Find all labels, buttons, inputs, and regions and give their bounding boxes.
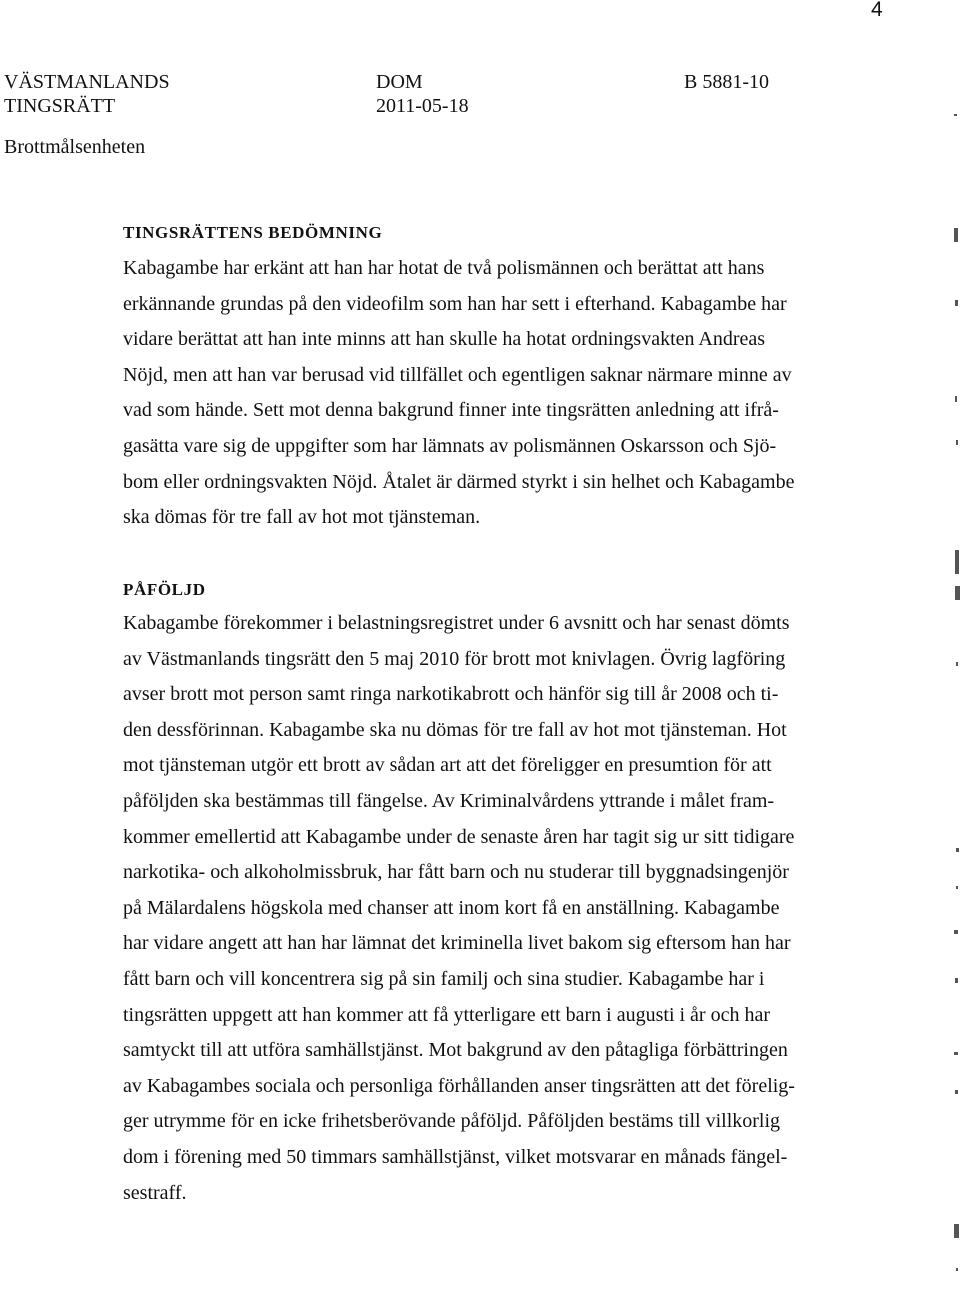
assessment-heading: TINGSRÄTTENS BEDÖMNING bbox=[123, 223, 383, 242]
paragraph-line: vidare berättat att han inte minns att han skulle ha hotat ordningsvakten Andreas bbox=[123, 328, 766, 351]
paragraph-line: kommer emellertid att Kabagambe under de senaste åren har tagit sig ur sitt tidigare bbox=[123, 825, 795, 848]
paragraph-line: erkännande grundas på den videofilm som han har sett i efterhand. Kabagambe har bbox=[123, 292, 787, 315]
paragraph-line: av Västmanlands tingsrätt den 5 maj 2010 för brott mot knivlagen. Övrig lagföring bbox=[123, 647, 786, 670]
paragraph-line: Nöjd, men att han var berusad vid tillfället och egentligen saknar närmare minne av bbox=[123, 363, 792, 386]
scan-speck bbox=[955, 300, 958, 306]
scan-speck bbox=[956, 886, 958, 889]
scan-speck bbox=[956, 440, 958, 445]
scan-speck bbox=[956, 662, 958, 666]
assessment-paragraph bbox=[123, 251, 823, 536]
scan-speck bbox=[956, 1268, 958, 1271]
paragraph-line: Kabagambe har erkänt att han har hotat de två polismännen och berättat att hans bbox=[123, 257, 765, 279]
paragraph-line: påföljden ska bestämmas till fängelse. Av Kriminalvårdens yttrande i målet fram- bbox=[123, 789, 775, 812]
sanction-heading: PÅFÖLJD bbox=[123, 580, 206, 599]
paragraph-line: samtyckt till att utföra samhällstjänst. Mot bakgrund av den påtagliga förbättringen bbox=[123, 1039, 788, 1062]
scan-speck bbox=[954, 1224, 959, 1238]
scan-speck bbox=[955, 586, 960, 600]
document-type-block bbox=[376, 70, 469, 118]
paragraph-line: på Mälardalens högskola med chanser att inom kort få en anställning. Kabagambe bbox=[123, 896, 780, 919]
paragraph-line: ger utrymme för en icke frihetsberövande påföljd. Påföljden bestäms till villkorlig bbox=[123, 1110, 781, 1133]
paragraph-line: sestraff. bbox=[123, 1181, 187, 1204]
document-type: DOM bbox=[376, 71, 423, 93]
scan-edge-artifacts bbox=[948, 100, 960, 1280]
paragraph-line: dom i förening med 50 timmars samhällstjänst, vilket motsvarar en månads fängel- bbox=[123, 1145, 788, 1168]
paragraph-line: Kabagambe förekommer i belastningsregistret under 6 avsnitt och har senast dömts bbox=[123, 612, 790, 634]
scan-speck bbox=[954, 114, 957, 116]
paragraph-line: tingsrätten uppgett att han kommer att få ytterligare ett barn i augusti i år och har bbox=[123, 1003, 771, 1026]
scan-speck bbox=[955, 978, 958, 983]
paragraph-line: ska dömas för tre fall av hot mot tjänsteman. bbox=[123, 506, 481, 529]
page-number: 4 bbox=[871, 0, 883, 21]
scan-speck bbox=[955, 396, 957, 402]
paragraph-line: har vidare angett att han har lämnat det kriminella livet bakom sig eftersom han har bbox=[123, 932, 791, 955]
scan-speck bbox=[954, 228, 958, 242]
scan-speck bbox=[954, 930, 958, 934]
paragraph-line: av Kabagambes sociala och personliga förhållanden anser tingsrätten att det förelig- bbox=[123, 1074, 795, 1097]
paragraph-line: vad som hände. Sett mot denna bakgrund finner inte tingsrätten anledning att ifrå- bbox=[123, 399, 779, 422]
court-name-line-2: TINGSRÄTT bbox=[4, 95, 116, 117]
scan-speck bbox=[956, 848, 959, 852]
case-number: B 5881-10 bbox=[684, 71, 769, 93]
paragraph-line: den dessförinnan. Kabagambe ska nu dömas för tre fall av hot mot tjänsteman. Hot bbox=[123, 718, 787, 741]
document-date: 2011-05-18 bbox=[376, 95, 469, 117]
division-name: Brottmålsenheten bbox=[4, 136, 146, 158]
paragraph-line: gasätta vare sig de uppgifter som har lämnats av polismännen Oskarsson och Sjö- bbox=[123, 434, 777, 457]
paragraph-line: bom eller ordningsvakten Nöjd. Åtalet är därmed styrkt i sin helhet och Kabagambe bbox=[123, 470, 795, 493]
sanction-paragraph bbox=[123, 606, 823, 1211]
scan-speck bbox=[955, 550, 959, 574]
paragraph-line: narkotika- och alkoholmissbruk, har fått barn och nu studerar till byggnadsingenjör bbox=[123, 861, 789, 884]
paragraph-line: avser brott mot person samt ringa narkotikabrott och hänför sig till år 2008 och ti- bbox=[123, 683, 779, 706]
scan-speck bbox=[955, 1090, 958, 1094]
paragraph-line: mot tjänsteman utgör ett brott av sådan art att det föreligger en presumtion för att bbox=[123, 754, 772, 777]
scan-speck bbox=[954, 1052, 958, 1055]
court-name bbox=[4, 70, 170, 118]
paragraph-line: fått barn och vill koncentrera sig på sin familj och sina studier. Kabagambe har i bbox=[123, 967, 765, 990]
court-name-line-1: VÄSTMANLANDS bbox=[4, 71, 170, 93]
